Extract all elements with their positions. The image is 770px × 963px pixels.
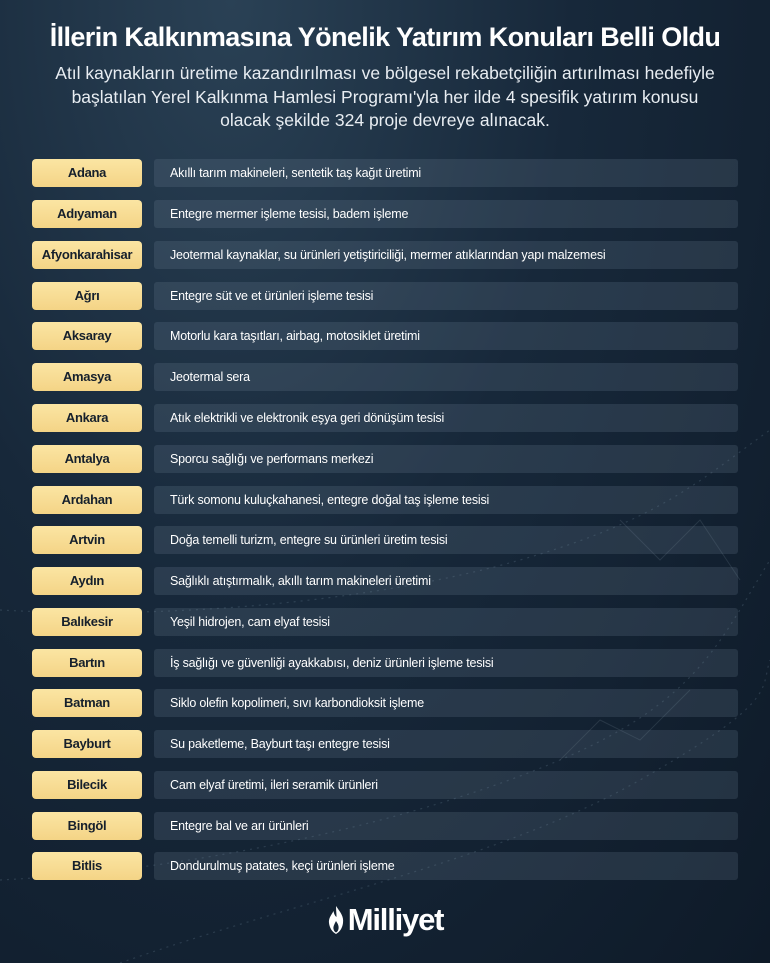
table-row	[32, 812, 738, 840]
province-label: Ankara	[32, 404, 142, 432]
province-label: Aydın	[32, 567, 142, 595]
page-title: İllerin Kalkınmasına Yönelik Yatırım Konuları Belli Oldu	[49, 22, 721, 52]
investment-topic: Su paketleme, Bayburt taşı entegre tesisi	[154, 730, 738, 758]
province-label: Balıkesir	[32, 608, 142, 636]
province-label: Bingöl	[32, 812, 142, 840]
table-row	[32, 689, 738, 717]
investment-topic: İş sağlığı ve güvenliği ayakkabısı, deniz ürünleri işleme tesisi	[154, 649, 738, 677]
province-label: Antalya	[32, 445, 142, 473]
page-subtitle: Atıl kaynakların üretime kazandırılması ve bölgesel rekabetçiliğin artırılması hedefiyle başlatılan Yerel Kalkınma Hamlesi Programı'yla her ilde 4 spesifik yatırım konusu olacak şekilde 324 proje devreye alınacak.	[55, 63, 715, 130]
table-row	[32, 608, 738, 636]
province-label: Bilecik	[32, 771, 142, 799]
province-label: Bartın	[32, 649, 142, 677]
investment-topic: Entegre mermer işleme tesisi, badem işleme	[154, 200, 738, 228]
logo-text: Milliyet	[347, 902, 444, 937]
investment-topic: Dondurulmuş patates, keçi ürünleri işleme	[154, 852, 738, 880]
investment-topic: Doğa temelli turizm, entegre su ürünleri üretim tesisi	[154, 526, 738, 554]
table-row	[32, 200, 738, 228]
table-row	[32, 282, 738, 310]
investment-topic: Sporcu sağlığı ve performans merkezi	[154, 445, 738, 473]
province-label: Adıyaman	[32, 200, 142, 228]
province-label: Aksaray	[32, 322, 142, 350]
province-label: Amasya	[32, 363, 142, 391]
table-row	[32, 649, 738, 677]
investment-topic: Cam elyaf üretimi, ileri seramik ürünleri	[154, 771, 738, 799]
investment-topic: Siklo olefin kopolimeri, sıvı karbondioksit işleme	[154, 689, 738, 717]
flame-icon	[327, 905, 345, 935]
investment-topic: Sağlıklı atıştırmalık, akıllı tarım makineleri üretimi	[154, 567, 738, 595]
investment-topic: Entegre süt ve et ürünleri işleme tesisi	[154, 282, 738, 310]
investment-topic: Yeşil hidrojen, cam elyaf tesisi	[154, 608, 738, 636]
province-label: Ağrı	[32, 282, 142, 310]
province-label: Artvin	[32, 526, 142, 554]
table-row	[32, 404, 738, 432]
table-row	[32, 526, 738, 554]
table-row	[32, 567, 738, 595]
table-row	[32, 771, 738, 799]
province-label: Bayburt	[32, 730, 142, 758]
investment-topic: Motorlu kara taşıtları, airbag, motosiklet üretimi	[154, 322, 738, 350]
province-label: Ardahan	[32, 486, 142, 514]
table-row	[32, 241, 738, 269]
table-row	[32, 363, 738, 391]
investment-topic: Jeotermal kaynaklar, su ürünleri yetiştiriciliği, mermer atıklarından yapı malzemesi	[154, 241, 738, 269]
milliyet-logo	[0, 900, 770, 940]
province-label: Batman	[32, 689, 142, 717]
table-row	[32, 322, 738, 350]
table-row	[32, 486, 738, 514]
table-row	[32, 445, 738, 473]
province-label: Bitlis	[32, 852, 142, 880]
table-row	[32, 159, 738, 187]
investment-topic: Jeotermal sera	[154, 363, 738, 391]
investment-topic: Entegre bal ve arı ürünleri	[154, 812, 738, 840]
investment-topic: Atık elektrikli ve elektronik eşya geri dönüşüm tesisi	[154, 404, 738, 432]
province-label: Adana	[32, 159, 142, 187]
table-row	[32, 852, 738, 880]
investment-topic: Türk somonu kuluçkahanesi, entegre doğal taş işleme tesisi	[154, 486, 738, 514]
province-label: Afyonkarahisar	[32, 241, 142, 269]
table-row	[32, 730, 738, 758]
investment-topic: Akıllı tarım makineleri, sentetik taş kağıt üretimi	[154, 159, 738, 187]
